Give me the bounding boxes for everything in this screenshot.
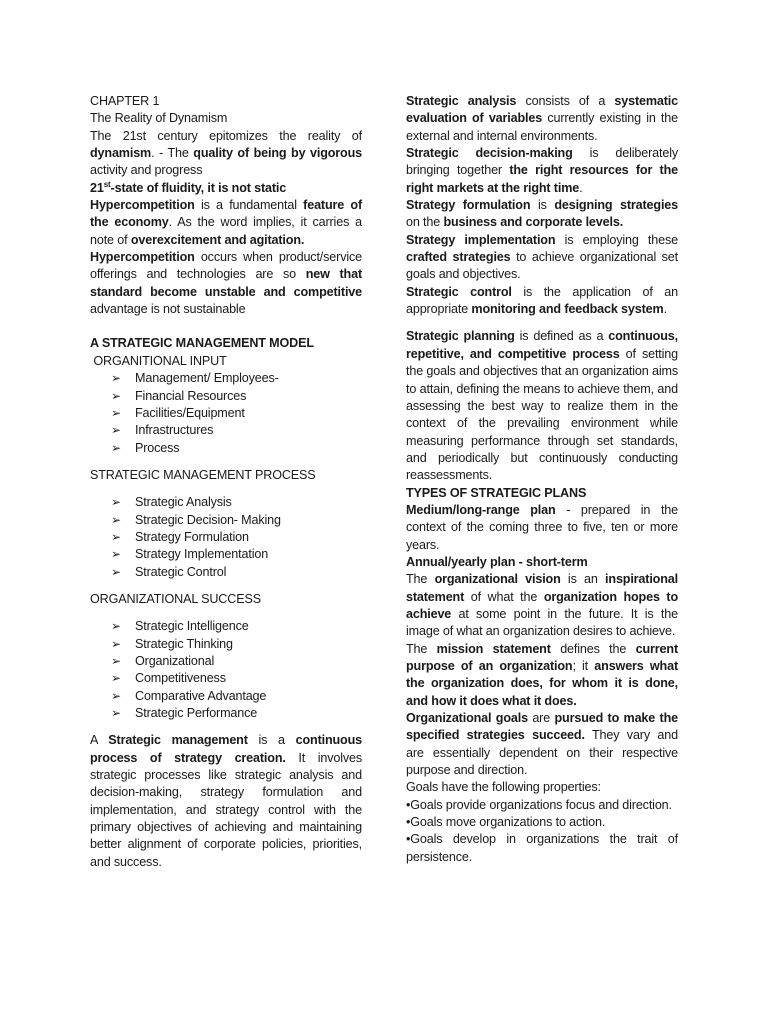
paragraph-dynamism xyxy=(90,128,362,180)
arrow-bullet-icon: ➢ xyxy=(111,671,121,686)
list-item-label: Process xyxy=(135,440,180,455)
bold-text: new that standard become unstable and competitive xyxy=(90,267,362,299)
arrow-bullet-icon: ➢ xyxy=(111,636,121,651)
text: is xyxy=(530,198,555,213)
bold-text: business and corporate levels. xyxy=(443,215,624,230)
section-heading-success: ORGANIZATIONAL SUCCESS xyxy=(90,591,261,606)
section-heading-input: ORGANITIONAL INPUT xyxy=(90,353,227,368)
text: is the application of an appropriate xyxy=(406,284,678,317)
text: advantage is not sustainable xyxy=(90,302,246,317)
arrow-bullet-icon: ➢ xyxy=(111,495,121,510)
paragraph-strategic-management xyxy=(90,732,362,871)
text: on the xyxy=(406,215,444,230)
arrow-bullet-icon: ➢ xyxy=(111,688,121,703)
arrow-bullet-icon: ➢ xyxy=(111,653,121,668)
list-item xyxy=(90,564,362,581)
text: occurs when product/service offerings and technologies are so xyxy=(90,250,362,282)
bold-text: Strategic decision-making xyxy=(406,146,573,161)
list-item-label: Strategic Analysis xyxy=(135,495,232,510)
bold-text: overexcitement and agitation. xyxy=(130,232,305,247)
text: of setting the goals and objectives that an organization aims to attain, defining the means to achieve them, and assessing the best way to realize them in the context of the prevailing environment while measuring performance through set standards, and periodically but continuously conducting reassessments. xyxy=(406,346,678,483)
bold-text: continuous, repetitive, and competitive process xyxy=(406,329,678,361)
section-heading-types xyxy=(406,485,678,502)
paragraph-formulation xyxy=(406,197,678,232)
bold-text: answers what the organization does, for whom it is done, and how it does what it does. xyxy=(406,659,678,708)
list-item xyxy=(90,494,362,511)
text: are xyxy=(527,711,555,726)
spacer xyxy=(90,457,362,467)
text: is a fundamental xyxy=(194,198,304,213)
bold-text: inspirational statement xyxy=(406,572,678,604)
bold-text: organizational vision xyxy=(434,572,561,587)
bold-text: pursued to make the specified strategies succeed. xyxy=(406,711,678,743)
chapter-title: The Reality of Dynamism xyxy=(90,111,228,126)
text: currently existing in the external and internal environments. xyxy=(406,111,678,143)
arrow-bullet-icon: ➢ xyxy=(111,547,121,562)
list-item-label: Strategic Performance xyxy=(135,706,258,720)
list-item xyxy=(90,529,362,546)
bold-text: TYPES OF STRATEGIC PLANS xyxy=(406,485,587,500)
bold-text: mission statement xyxy=(436,641,551,656)
list-item xyxy=(90,512,362,529)
text: is deliberately bringing together xyxy=(406,146,678,178)
bold-text: Medium/long-range plan xyxy=(406,502,556,517)
superscript: st xyxy=(103,179,111,189)
list-item-label: Organizational xyxy=(135,653,215,668)
arrow-bullet-icon: ➢ xyxy=(111,529,121,544)
text: is an xyxy=(560,572,606,587)
list-item-label: Strategy Formulation xyxy=(135,529,249,544)
bold-text: Strategy formulation xyxy=(406,198,531,213)
paragraph-decision-making xyxy=(406,145,678,197)
text: of what the xyxy=(464,589,544,604)
goal-item: •Goals move organizations to action. xyxy=(406,815,606,830)
paragraph-strategic-analysis xyxy=(406,93,678,145)
list-item-label: Facilities/Equipment xyxy=(135,405,245,420)
bold-text: Annual/yearly plan - short-term xyxy=(406,554,588,569)
arrow-bullet-icon: ➢ xyxy=(111,371,121,386)
spacer xyxy=(406,318,678,328)
bold-text: crafted strategies xyxy=(406,250,511,265)
arrow-bullet-icon: ➢ xyxy=(111,423,121,438)
text: . - The xyxy=(151,146,194,161)
list-item-label: Strategic Thinking xyxy=(135,636,233,651)
bold-text: designing strategies xyxy=(554,198,678,213)
bold-text: A STRATEGIC MANAGEMENT MODEL xyxy=(90,336,314,351)
paragraph-goals xyxy=(406,710,678,779)
spacer xyxy=(90,722,362,732)
list-item xyxy=(90,688,362,705)
list-item-label: Strategic Decision- Making xyxy=(135,512,281,527)
text: is employing these xyxy=(555,232,678,247)
list-item xyxy=(90,705,362,722)
text: . As the word implies, it carries a note of xyxy=(90,215,362,247)
spacer xyxy=(90,608,362,618)
bold-text: continuous process of strategy creation. xyxy=(90,733,362,765)
bold-text: Strategic analysis xyxy=(406,94,517,108)
arrow-bullet-icon: ➢ xyxy=(111,512,121,527)
text: . xyxy=(579,180,583,195)
paragraph-fluidity xyxy=(90,180,362,197)
bold-text: Strategy implementation xyxy=(406,232,556,247)
chapter-label: CHAPTER 1 xyxy=(90,94,160,108)
list-item-label: Infrastructures xyxy=(135,423,214,438)
list-item-label: Comparative Advantage xyxy=(135,688,267,703)
bold-text: Strategic planning xyxy=(406,329,515,344)
spacer xyxy=(90,484,362,494)
list-item-label: Strategic Intelligence xyxy=(135,619,249,634)
bold-text: quality of being by vigorous xyxy=(193,146,362,161)
arrow-bullet-icon: ➢ xyxy=(111,706,121,720)
paragraph-hypercompetition-1 xyxy=(90,197,362,249)
text: They vary and are essentially dependent on their respective purpose and direction. xyxy=(406,728,678,778)
text: at some point in the future. It is the image of what an organization desires to achieve. xyxy=(406,606,678,639)
bold-text: organization hopes to achieve xyxy=(406,589,678,621)
list-item-label: Management/ Employees- xyxy=(135,371,279,386)
bold-text: current purpose of an organization xyxy=(406,641,678,673)
bold-text: 21 xyxy=(90,180,104,195)
bold-text: -state of fluidity, it is not static xyxy=(110,180,287,195)
text: The 21st century epitomizes the reality of xyxy=(90,128,362,143)
arrow-bullet-icon: ➢ xyxy=(111,440,121,455)
paragraph-strategic-planning xyxy=(406,328,678,484)
text: activity and progress xyxy=(90,163,203,178)
arrow-bullet-icon: ➢ xyxy=(111,405,121,420)
input-list xyxy=(90,370,362,457)
text: - prepared in the context of the coming three to five, ten or more years. xyxy=(406,502,678,552)
process-list xyxy=(90,494,362,581)
spacer xyxy=(90,318,362,335)
text: . xyxy=(663,302,667,317)
left-column xyxy=(90,93,362,871)
text: is a xyxy=(247,733,296,748)
bold-text: monitoring and feedback system xyxy=(471,302,664,317)
bold-text: Organizational goals xyxy=(406,711,528,726)
section-heading-model xyxy=(90,335,362,352)
list-item xyxy=(90,422,362,439)
text: defines the xyxy=(550,641,636,656)
goals-intro: Goals have the following properties: xyxy=(406,780,601,795)
spacer xyxy=(90,581,362,591)
list-item xyxy=(90,653,362,670)
bold-text: dynamism xyxy=(90,146,152,161)
list-item xyxy=(90,405,362,422)
text: The xyxy=(406,572,435,587)
arrow-bullet-icon: ➢ xyxy=(111,388,121,403)
list-item xyxy=(90,546,362,563)
paragraph-implementation xyxy=(406,232,678,284)
paragraph-long-range xyxy=(406,502,678,554)
list-item xyxy=(90,388,362,405)
section-heading-process: STRATEGIC MANAGEMENT PROCESS xyxy=(90,467,316,482)
paragraph-vision xyxy=(406,571,678,640)
text: A xyxy=(90,733,109,748)
list-item xyxy=(90,636,362,653)
arrow-bullet-icon: ➢ xyxy=(111,564,121,579)
list-item xyxy=(90,440,362,457)
bold-text: systematic evaluation of variables xyxy=(406,94,678,126)
goal-item: •Goals provide organizations focus and direction. xyxy=(406,797,672,812)
list-item xyxy=(90,618,362,635)
right-column xyxy=(406,93,678,866)
bold-text: Hypercompetition xyxy=(90,250,195,265)
list-item-label: Financial Resources xyxy=(135,388,247,403)
paragraph-mission xyxy=(406,641,678,710)
text: It involves strategic processes like strategic analysis and decision-making, strategy formulation and implementation, and strategy control with the primary objectives of achieving and maintaining better alignment of corporate policies, priorities, and success. xyxy=(90,750,363,869)
goal-item: •Goals develop in organizations the trait of persistence. xyxy=(406,832,678,864)
list-item-label: Competitiveness xyxy=(135,671,226,686)
bold-text: feature of the economy xyxy=(90,198,362,230)
arrow-bullet-icon: ➢ xyxy=(111,619,121,634)
list-item-label: Strategic Control xyxy=(135,564,227,579)
text: The xyxy=(406,641,437,656)
text: to achieve organizational set goals and objectives. xyxy=(406,250,679,282)
paragraph-annual xyxy=(406,554,678,571)
bold-text: the right resources for the right markets at the right time xyxy=(406,163,678,195)
paragraph-control xyxy=(406,284,678,319)
text: ; it xyxy=(572,659,595,673)
list-item xyxy=(90,370,362,387)
bold-text: Strategic management xyxy=(108,733,248,748)
paragraph-hypercompetition-2 xyxy=(90,249,362,318)
bold-text: Hypercompetition xyxy=(90,198,195,213)
text: is defined as a xyxy=(514,329,609,344)
list-item xyxy=(90,670,362,687)
text: consists of a xyxy=(516,94,615,108)
bold-text: Strategic control xyxy=(406,284,512,299)
success-list xyxy=(90,618,362,722)
list-item-label: Strategy Implementation xyxy=(135,547,269,562)
